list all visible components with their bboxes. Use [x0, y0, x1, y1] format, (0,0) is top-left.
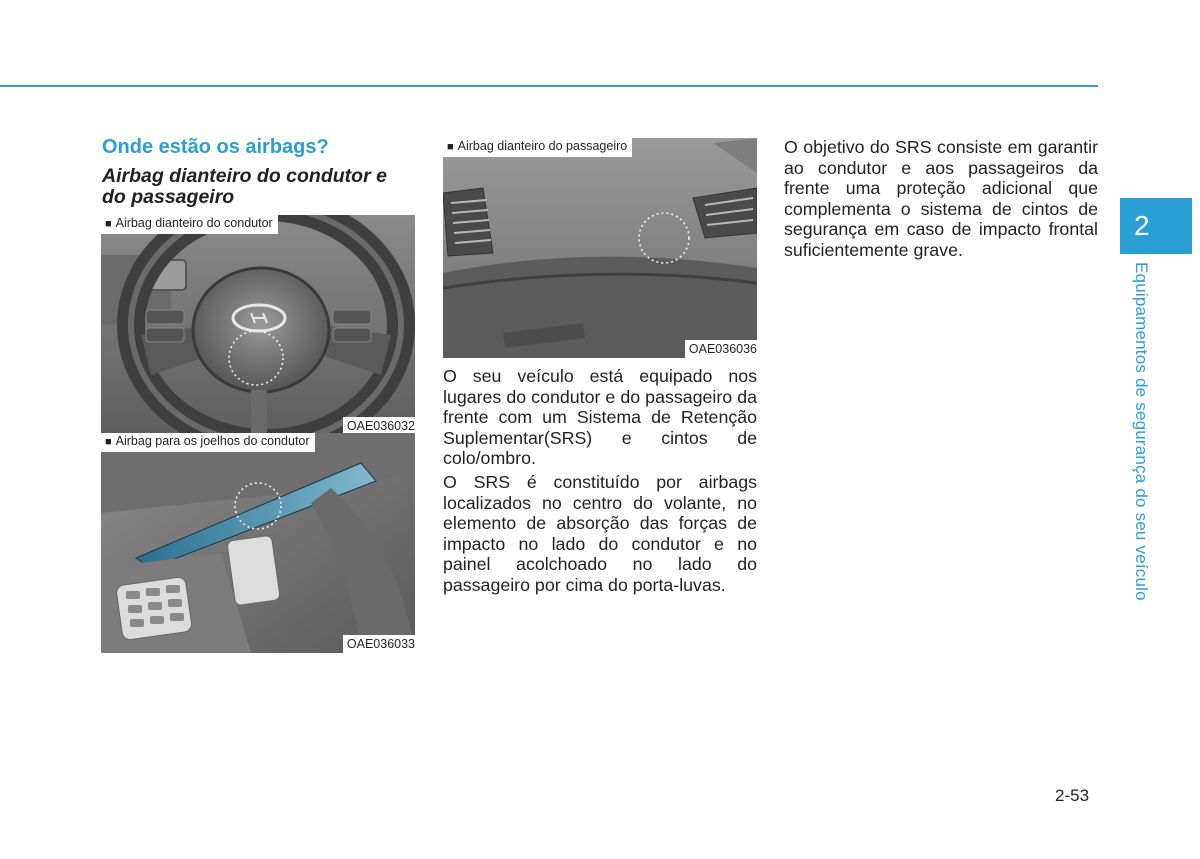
knee-airbag-illustration [101, 433, 415, 653]
section-heading: Onde estão os airbags? [102, 136, 329, 158]
paragraph-srs-objective: O objetivo do SRS consiste em garantir ao condutor e aos passageiros da frente uma proteção adicional que complementa o sistema de cintos de segurança em caso de impacto frontal suficientemente grave. [784, 137, 1098, 260]
figure-caption: ■ Airbag dianteiro do condutor [101, 215, 278, 234]
figure-code: OAE036032 [343, 417, 415, 435]
figure-driver-airbag [101, 215, 415, 435]
dashboard-illustration [443, 138, 757, 358]
sub-heading: Airbag dianteiro do condutor e do passageiro [102, 165, 387, 208]
square-bullet-icon: ■ [105, 218, 112, 230]
figure-passenger-airbag [443, 138, 757, 358]
paragraph-srs-components: O SRS é constituído por airbags localizados no centro do volante, no elemento de absorção das forças de impacto no lado do condutor e no painel acolchoado no lado do passageiro por cima do porta-luvas. [443, 472, 757, 595]
chapter-number-tab: 2 [1120, 198, 1192, 254]
square-bullet-icon: ■ [447, 141, 454, 153]
figure-caption: ■ Airbag dianteiro do passageiro [443, 138, 632, 157]
steering-wheel-illustration [101, 215, 415, 435]
chapter-title: Equipamentos de segurança do seu veículo [1132, 262, 1151, 601]
page-number: 2-53 [1055, 786, 1090, 805]
header-rule [0, 85, 1098, 87]
figure-code: OAE036033 [343, 635, 415, 653]
figure-caption: ■ Airbag para os joelhos do condutor [101, 433, 315, 452]
figure-code: OAE036036 [685, 340, 757, 358]
figure-knee-airbag [101, 433, 415, 653]
square-bullet-icon: ■ [105, 436, 112, 448]
paragraph-equipment: O seu veículo está equipado nos lugares do condutor e do passageiro da frente com um Sistema de Retenção Suplementar(SRS) e cintos de colo/ombro. [443, 366, 757, 468]
